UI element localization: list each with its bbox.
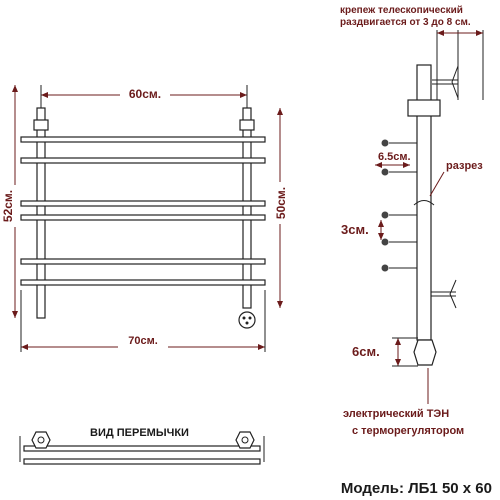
- step-label: 3см.: [341, 222, 369, 237]
- height-left-label: 52см.: [1, 189, 15, 223]
- heater-knob: [239, 312, 255, 328]
- height-right-label: 50см.: [274, 186, 288, 220]
- rail-4: [21, 215, 265, 220]
- crossbar-view: [20, 427, 264, 464]
- front-view: [1, 85, 288, 352]
- model-label: Модель: ЛБ1 50 х 60: [340, 480, 492, 497]
- gap-label: 6.5см.: [378, 151, 411, 163]
- mount-note-line2: раздвигается от 3 до 8 см.: [340, 17, 471, 28]
- rail-6: [21, 280, 265, 285]
- right-top-fitting: [240, 120, 254, 130]
- left-top-fitting: [34, 120, 48, 130]
- heater-element: [414, 340, 436, 365]
- mount-note-line1: крепеж телескопический: [340, 5, 463, 16]
- width-top-label: 60см.: [128, 87, 162, 101]
- rail-1: [21, 137, 265, 142]
- rail-3: [21, 201, 265, 206]
- heater-line1: электрический ТЭН: [343, 408, 450, 420]
- side-view: [340, 5, 483, 437]
- side-top-block: [408, 100, 440, 116]
- bottom-label: 6см.: [352, 344, 380, 359]
- width-bottom-label: 70см.: [128, 335, 158, 347]
- rail-5: [21, 259, 265, 264]
- rail-2: [21, 158, 265, 163]
- cut-label: разрез: [446, 160, 483, 172]
- crossbar-caption: ВИД ПЕРЕМЫЧКИ: [90, 427, 189, 439]
- heater-line2: с терморегулятором: [352, 425, 465, 437]
